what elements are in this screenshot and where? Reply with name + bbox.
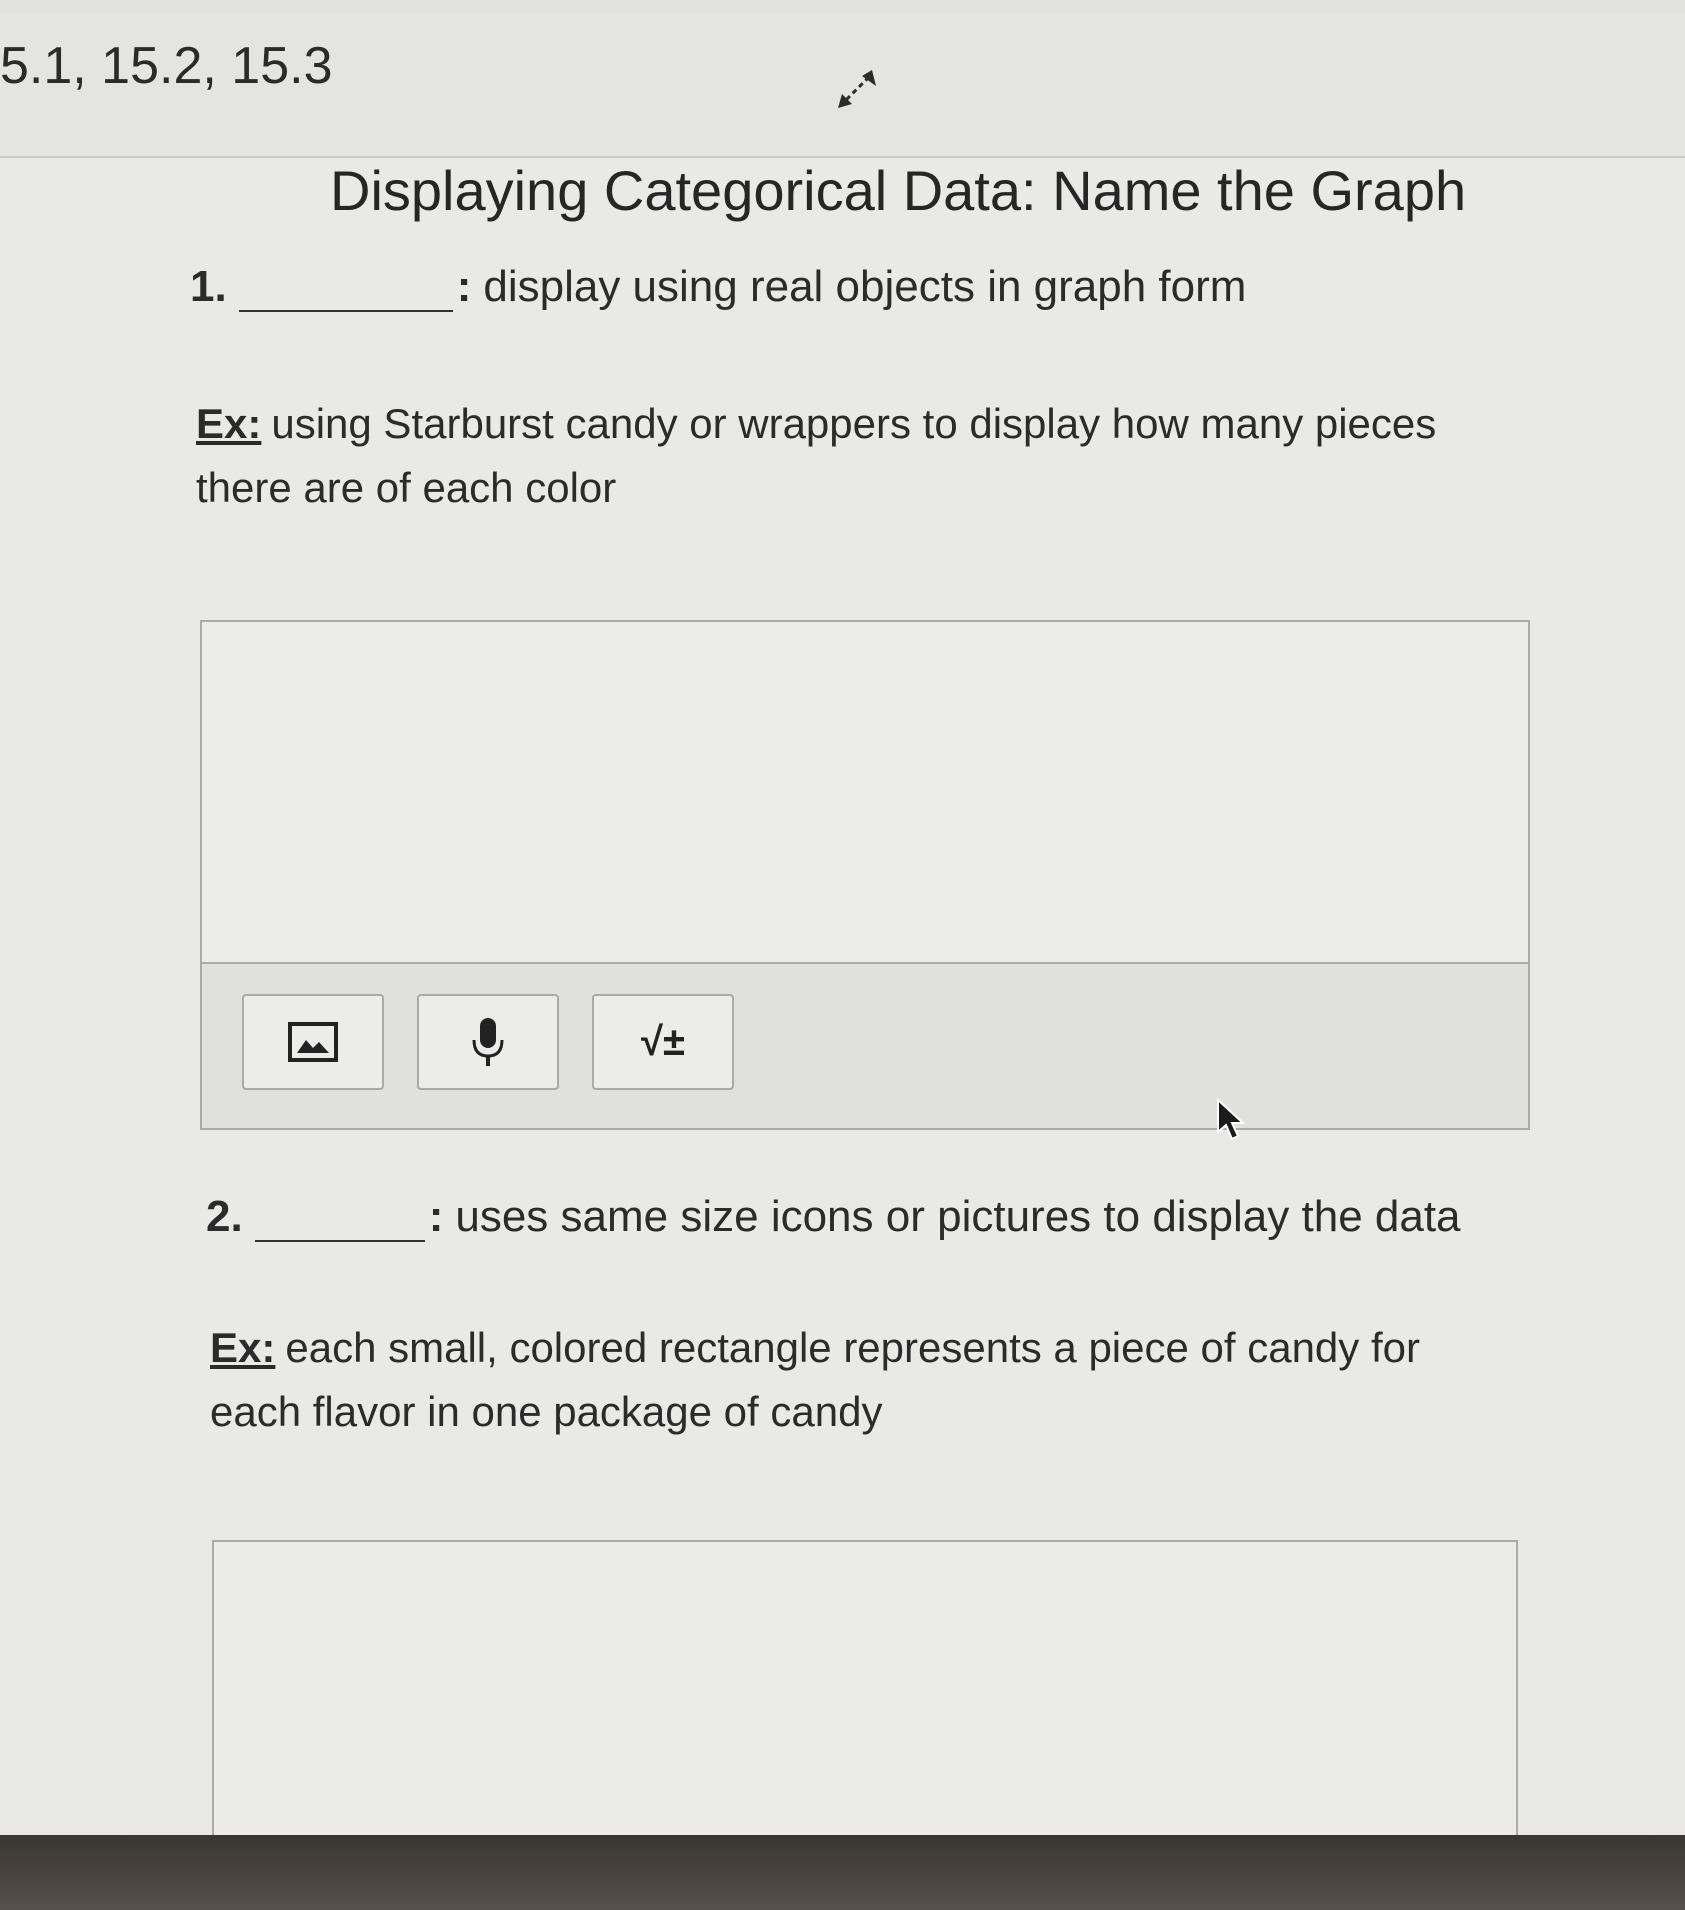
- colon: :: [456, 262, 472, 311]
- question-number: 1.: [190, 262, 227, 311]
- expand-arrows-icon[interactable]: [830, 62, 882, 114]
- answer-box-1: [200, 620, 1530, 1130]
- question-prompt: uses same size icons or pictures to display the data: [455, 1192, 1461, 1241]
- example-2: [210, 1316, 1500, 1444]
- question-prompt: display using real objects in graph form: [483, 262, 1247, 311]
- answer-blank: [239, 266, 453, 312]
- insert-image-button[interactable]: [242, 994, 384, 1090]
- question-number: 2.: [206, 1192, 243, 1241]
- example-1: [196, 392, 1456, 520]
- example-text: each small, colored rectangle represents a piece of candy for each flavor in one package of candy: [210, 1324, 1420, 1435]
- question-2: [206, 1192, 1461, 1242]
- answer-toolbar: [202, 964, 1528, 1128]
- record-audio-button[interactable]: [417, 994, 559, 1090]
- example-label: Ex:: [210, 1324, 276, 1371]
- section-reference: 5.1, 15.2, 15.3: [0, 37, 333, 95]
- answer-blank: [255, 1196, 425, 1242]
- example-label: Ex:: [196, 400, 262, 447]
- page-title: Displaying Categorical Data: Name the Graph: [330, 159, 1467, 222]
- colon: :: [428, 1192, 444, 1241]
- question-1: [190, 262, 1246, 312]
- answer-box-2[interactable]: [212, 1540, 1518, 1835]
- image-icon: [288, 1022, 338, 1062]
- monitor-bezel: [0, 1835, 1685, 1910]
- math-equation-button[interactable]: [592, 994, 734, 1090]
- answer-input-area[interactable]: [202, 622, 1528, 964]
- math-label: √±: [641, 1019, 685, 1064]
- microphone-icon: [468, 1016, 508, 1068]
- window-top-edge: [0, 0, 1685, 15]
- example-text: using Starburst candy or wrappers to display how many pieces there are of each color: [196, 400, 1437, 511]
- mouse-cursor-icon: [1216, 1098, 1246, 1142]
